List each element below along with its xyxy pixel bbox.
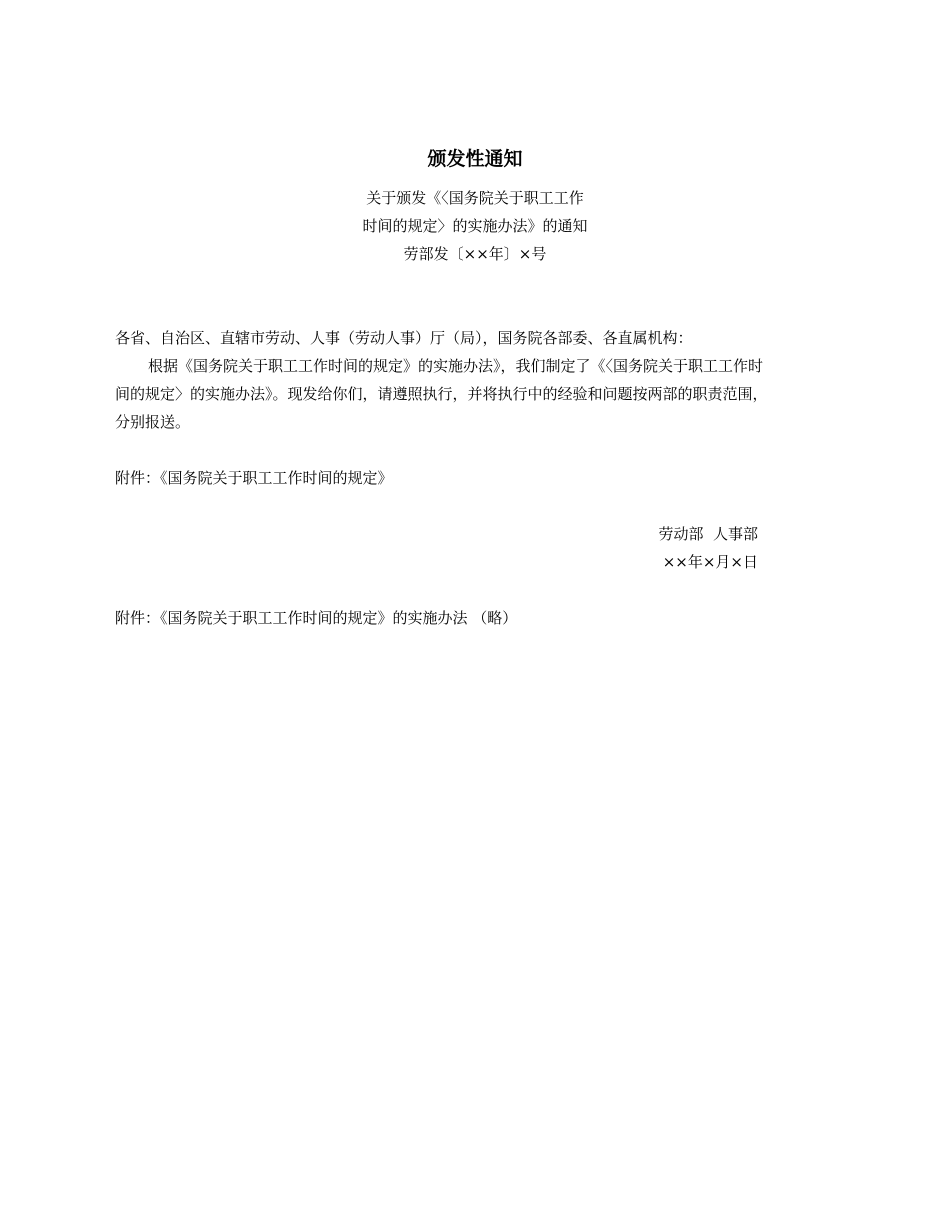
body-line-3: 分别报送。 [115,413,191,431]
attachment-line-2: 附件：《国务院关于职工工作时间的规定》的实施办法 （略） [115,609,518,627]
addressee-line: 各省、自治区、直辖市劳动、人事（劳动人事）厅（局），国务院各部委、各直属机构： [115,329,693,347]
signer-line: 劳动部 人事部 [658,525,758,543]
body-line-1: 根据《国务院关于职工工作时间的规定》的实施办法》，我们制定了《〈国务院关于职工工作时 [148,357,764,375]
document-number: 劳部发〔××年〕×号 [403,245,547,263]
subtitle-line-1: 关于颁发《〈国务院关于职工工作 [366,189,584,207]
document-title: 颁发性通知 [427,148,523,170]
subtitle-line-2: 时间的规定〉的实施办法》的通知 [362,217,588,235]
body-line-2: 间的规定〉的实施办法》。现发给你们，请遵照执行，并将执行中的经验和问题按两部的职责范围， [115,385,768,403]
attachment-line-1: 附件：《国务院关于职工工作时间的规定》 [115,469,393,487]
date-line: ××年×月×日 [662,553,758,571]
